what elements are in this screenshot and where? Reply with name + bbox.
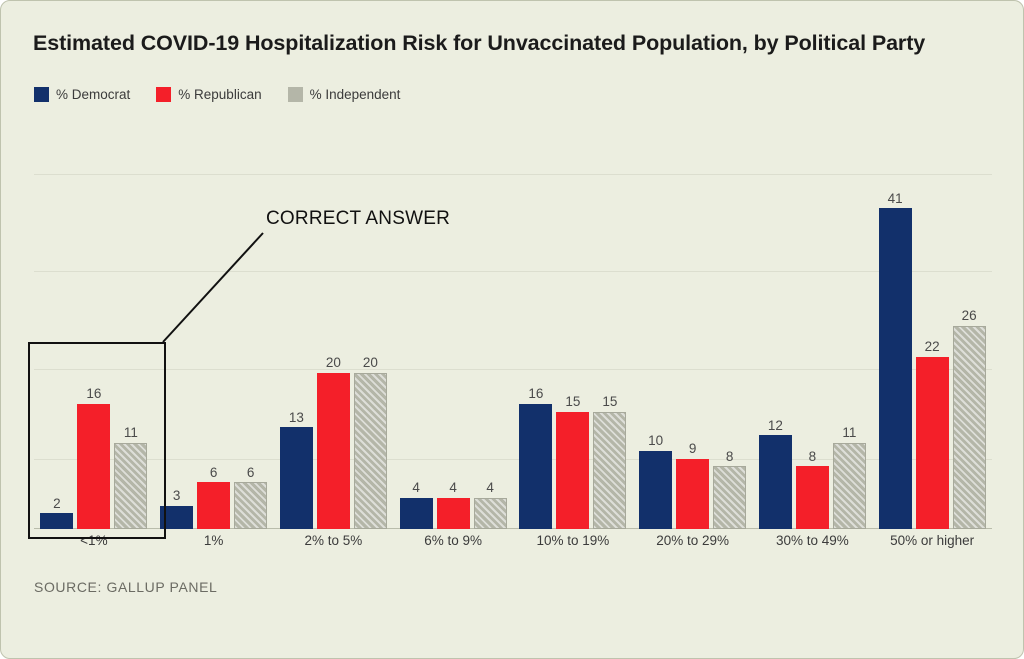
bar-set xyxy=(160,129,267,529)
x-axis-label: 1% xyxy=(203,533,224,548)
bar[interactable] xyxy=(879,208,912,529)
bar-value-label: 9 xyxy=(688,441,697,457)
bar-value-label: 20 xyxy=(362,355,378,371)
bar[interactable] xyxy=(713,466,746,529)
bar-value-label: 16 xyxy=(86,386,102,402)
bar[interactable] xyxy=(759,435,792,529)
bar-value-label: 10 xyxy=(648,433,664,449)
bar[interactable] xyxy=(354,373,387,529)
bar-column xyxy=(879,129,912,529)
x-axis-label: 10% to 19% xyxy=(536,533,610,548)
bar[interactable] xyxy=(317,373,350,529)
bar-value-label: 20 xyxy=(325,355,341,371)
bar-group xyxy=(393,129,513,529)
bar[interactable] xyxy=(437,498,470,529)
bar-column xyxy=(916,129,949,529)
bar[interactable] xyxy=(676,459,709,529)
bar[interactable] xyxy=(519,404,552,529)
bar[interactable] xyxy=(114,443,147,529)
bar[interactable] xyxy=(796,466,829,529)
x-axis-label: 20% to 29% xyxy=(656,533,730,548)
legend-swatch-democrat xyxy=(34,87,49,102)
bar[interactable] xyxy=(953,326,986,529)
bar-value-label: 15 xyxy=(602,394,618,410)
bar-column xyxy=(437,129,470,529)
x-axis-labels xyxy=(34,533,992,548)
bar-column xyxy=(519,129,552,529)
page-title: Estimated COVID-19 Hospitalization Risk for Unvaccinated Population, by Political Party xyxy=(33,31,926,55)
legend-label-democrat: % Democrat xyxy=(56,87,131,102)
bar-value-label: 8 xyxy=(808,448,817,464)
bar-value-label: 6 xyxy=(246,464,255,480)
bar-column xyxy=(234,129,267,529)
bar-value-label: 11 xyxy=(123,425,138,441)
bar-set xyxy=(519,129,626,529)
x-axis-label: <1% xyxy=(80,533,108,548)
bar-value-label: 4 xyxy=(412,480,420,496)
source-note: SOURCE: GALLUP PANEL xyxy=(34,579,218,595)
bar[interactable] xyxy=(556,412,589,529)
bar-value-label: 13 xyxy=(288,409,304,425)
x-axis-label: 2% to 5% xyxy=(304,533,363,548)
bar[interactable] xyxy=(593,412,626,529)
bar-groups xyxy=(34,129,992,529)
bar[interactable] xyxy=(833,443,866,529)
bar[interactable] xyxy=(916,357,949,529)
chart-legend xyxy=(34,87,426,102)
bar-column xyxy=(160,129,193,529)
bar-value-label: 15 xyxy=(565,394,581,410)
bar-value-label: 2 xyxy=(53,495,61,511)
bar-value-label: 8 xyxy=(725,448,734,464)
bar-set xyxy=(639,129,746,529)
legend-swatch-independent xyxy=(288,87,303,102)
bar-set xyxy=(759,129,866,529)
bar-group xyxy=(274,129,394,529)
bar-group xyxy=(34,129,154,529)
bar-set xyxy=(400,129,507,529)
bar[interactable] xyxy=(197,482,230,529)
annotation-correct-answer: CORRECT ANSWER xyxy=(266,208,451,229)
bar-value-label: 16 xyxy=(528,386,544,402)
bar-column xyxy=(713,129,746,529)
legend-swatch-republican xyxy=(156,87,171,102)
bar[interactable] xyxy=(400,498,433,529)
chart-canvas xyxy=(1,1,1023,658)
legend-label-independent: % Independent xyxy=(309,87,401,102)
x-axis-label: 30% to 49% xyxy=(775,533,849,548)
bar-column xyxy=(40,129,73,529)
bar-value-label: 4 xyxy=(449,480,457,496)
bar-value-label: 41 xyxy=(887,190,903,206)
bar-column xyxy=(676,129,709,529)
bar-column xyxy=(833,129,866,529)
bar-column xyxy=(400,129,433,529)
legend-item-democrat xyxy=(34,87,130,102)
bar-column xyxy=(796,129,829,529)
bar[interactable] xyxy=(160,506,193,529)
bar-column xyxy=(280,129,313,529)
legend-item-republican xyxy=(156,87,261,102)
bar-column xyxy=(77,129,110,529)
bar-column xyxy=(114,129,147,529)
bar-set xyxy=(879,129,986,529)
bar-group xyxy=(753,129,873,529)
bar-group xyxy=(513,129,633,529)
bar-value-label: 11 xyxy=(842,425,857,441)
x-axis-label: 50% or higher xyxy=(890,533,975,548)
bar-group xyxy=(872,129,992,529)
plot-area xyxy=(34,129,992,529)
x-axis-label: 6% to 9% xyxy=(424,533,483,548)
bar[interactable] xyxy=(474,498,507,529)
legend-label-republican: % Republican xyxy=(178,87,262,102)
bar-column xyxy=(474,129,507,529)
bar-column xyxy=(354,129,387,529)
bar-value-label: 12 xyxy=(767,417,783,433)
bar-set xyxy=(40,129,147,529)
bar[interactable] xyxy=(77,404,110,529)
bar-column xyxy=(639,129,672,529)
bar-column xyxy=(593,129,626,529)
bar-value-label: 6 xyxy=(209,464,218,480)
bar-value-label: 3 xyxy=(172,488,181,504)
legend-item-independent xyxy=(288,87,401,102)
bar-value-label: 26 xyxy=(961,308,977,324)
bar-column xyxy=(953,129,986,529)
bar-column xyxy=(759,129,792,529)
bar[interactable] xyxy=(280,427,313,529)
bar[interactable] xyxy=(234,482,267,529)
bar-column xyxy=(317,129,350,529)
bar-value-label: 4 xyxy=(486,480,494,496)
bar-column xyxy=(556,129,589,529)
bar[interactable] xyxy=(639,451,672,529)
bar-column xyxy=(197,129,230,529)
bar-set xyxy=(280,129,387,529)
bar-group xyxy=(633,129,753,529)
bar[interactable] xyxy=(40,513,73,529)
bar-value-label: 22 xyxy=(924,339,940,355)
bar-group xyxy=(154,129,274,529)
